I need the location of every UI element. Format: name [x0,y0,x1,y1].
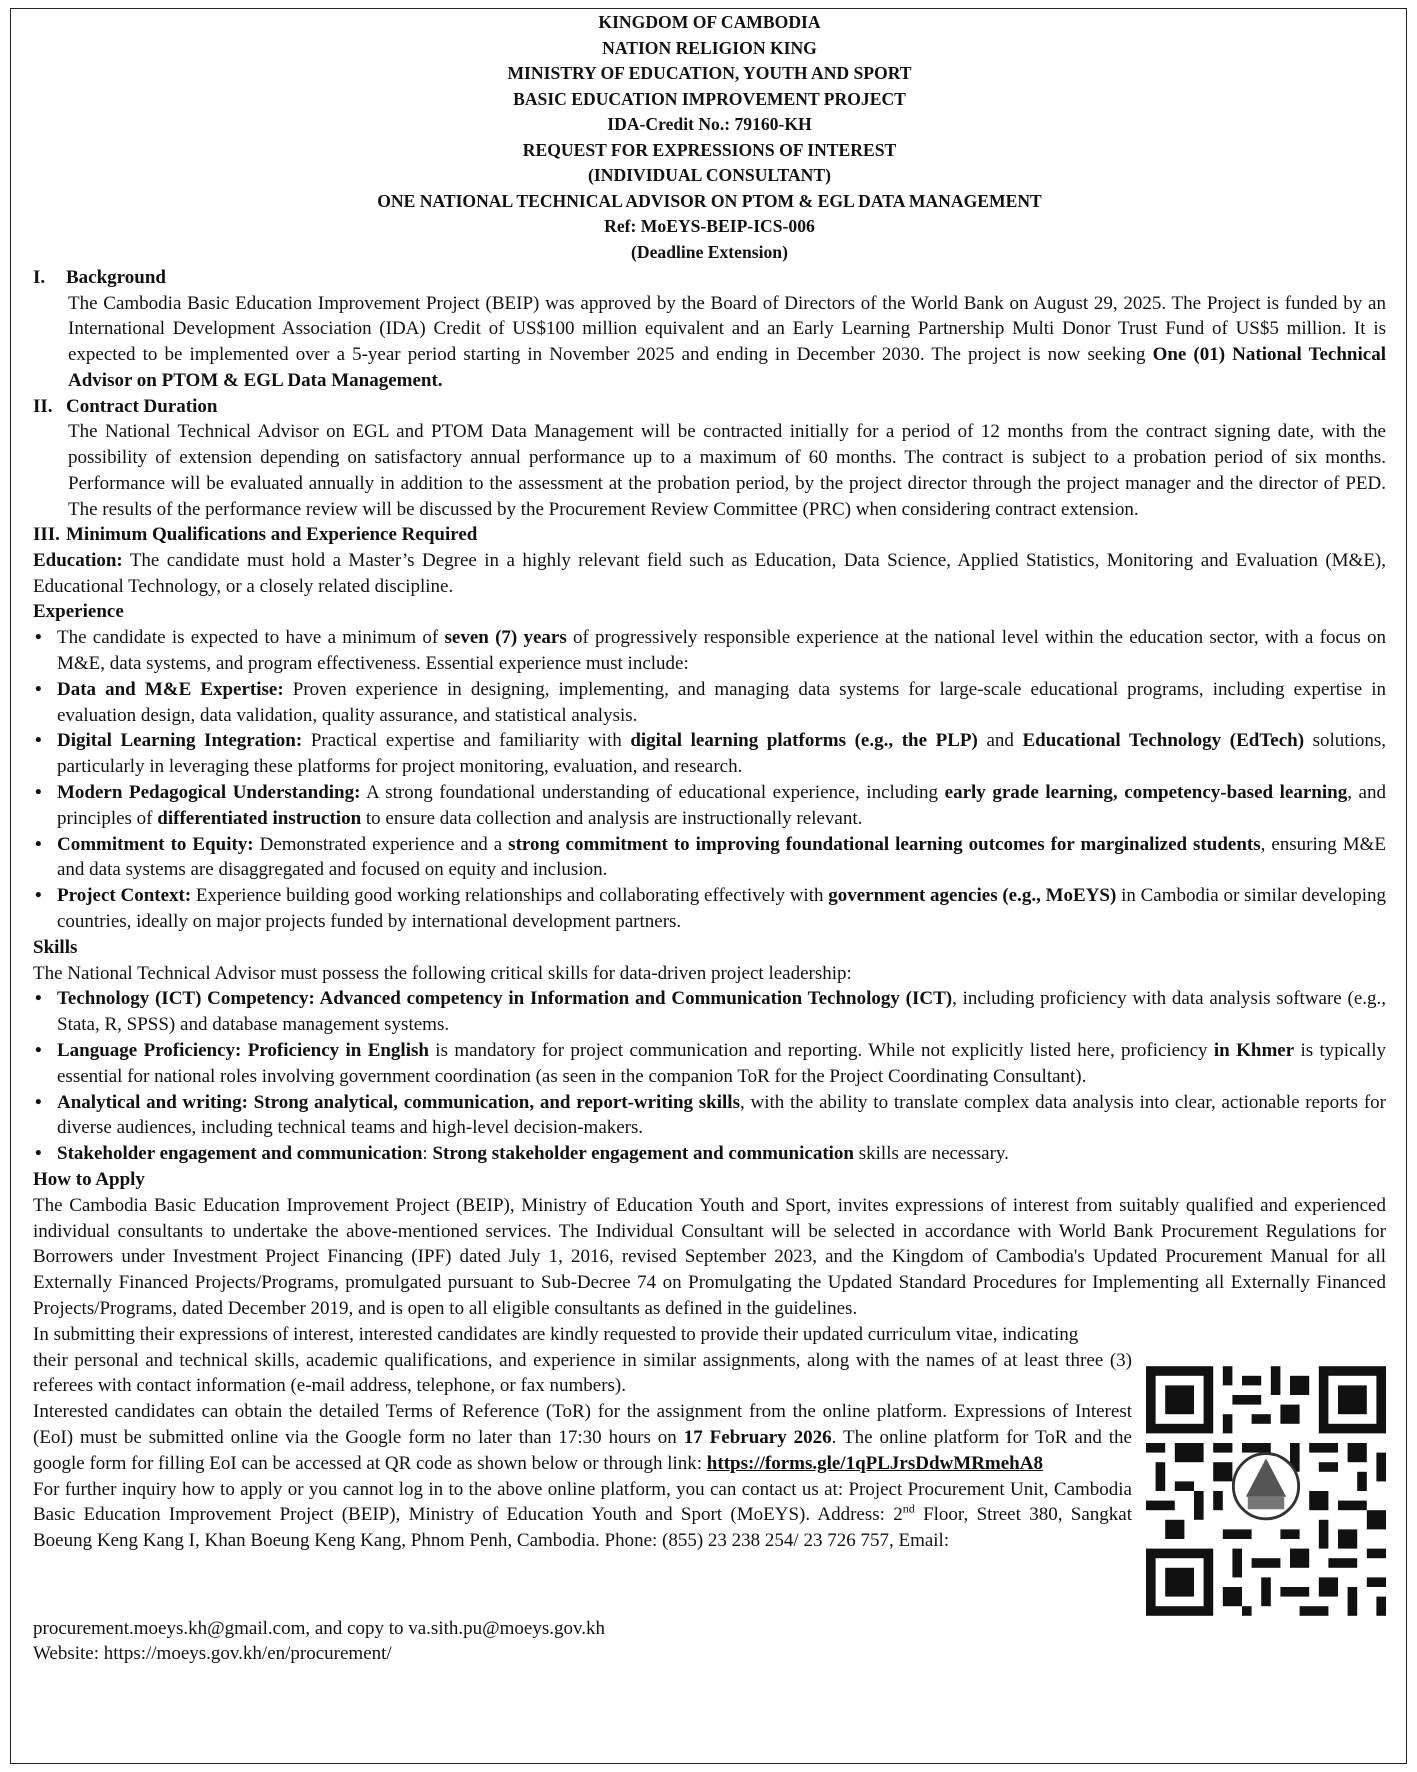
apply-paragraph-1: The Cambodia Basic Education Improvement Project (BEIP), Ministry of Education Youth and Sport, invites expressions of interest from suitably qualified and experienced individual consultants to undertake the above-mentioned services. The Individual Consultant will be selected in accordance with World Bank Procurement Regulations for Borrowers under Investment Project Financing (IPF) dated July 1, 2016, revised September 2023, and the Kingdom of Cambodia's Updated Procurement Manual for all Externally Financed Projects/Programs, promulgated pursuant to Sub-Decree 74 on Promulgating the Updated Standard Procedures for Implementing all Externally Financed Projects/Programs, dated December 2019, and is open to all eligible consultants as defined in the guidelines. [33,1194,1386,1319]
google-form-link[interactable]: https://forms.gle/1qPLJrsDdwMRmehA8 [706,1452,1043,1474]
header-note: (Deadline Extension) [631,241,788,262]
list-item: • The candidate is expected to have a minimum of seven (7) years of progressively responsible experience at the national level within the education sector, with a focus on M&E, data systems, and program effectiveness. Essential experience must include: [33,625,1386,677]
list-item: • Modern Pedagogical Understanding: A strong foundational understanding of educational experience, including early grade learning, competency-based learning, and principles of differentiated instruction to ensure data collection and analysis are instructionally relevant. [33,780,1386,832]
apply-qr-row [33,1348,1386,1616]
list-item: • Technology (ICT) Competency: Advanced competency in Information and Communication Technology (ICT), including proficiency with data analysis software (e.g., Stata, R, SPSS) and database management systems. [33,986,1386,1038]
qr-code-icon[interactable] [1146,1366,1386,1616]
contract-paragraph: The National Technical Advisor on EGL and PTOM Data Management will be contracted initially for a period of 12 months from the contract signing date, with the possibility of extension depending on satisfactory annual performance up to a maximum of 60 months. The contract is subject to a probation period of six months. Performance will be evaluated annually in addition to the assessment at the probation period, by the project director through the project manager and the director of PED. The results of the performance review will be discussed by the Procurement Review Committee (PRC) when considering contract extension. [68,421,1386,520]
header-position: ONE NATIONAL TECHNICAL ADVISOR ON PTOM & EGL DATA MANAGEMENT [377,190,1042,211]
list-item: • Language Proficiency: Proficiency in English is mandatory for project communication and reporting. While not explicitly listed here, proficiency in Khmer is typically essential for national roles involving government coordination (as seen in the companion ToR for the Project Coordinating Consultant). [33,1038,1386,1090]
how-to-apply-heading: How to Apply [33,1169,145,1190]
list-item: • Data and M&E Expertise: Proven experience in designing, implementing, and managing data systems for large-scale educational programs, including expertise in evaluation design, data validation, quality assurance, and statistical analysis. [33,677,1386,729]
header-ministry: MINISTRY OF EDUCATION, YOUTH AND SPORT [507,63,912,83]
header-kingdom: KINGDOM OF CAMBODIA [598,12,821,32]
skills-heading: Skills [33,936,78,958]
experience-heading: Experience [33,601,124,623]
section-contract-heading: II. Contract Duration [33,395,218,417]
section-qualifications-heading: III. Minimum Qualifications and Experience Required [33,524,478,546]
list-item: • Project Context: Experience building good working relationships and collaborating effectively with government agencies (e.g., MoEYS) in Cambodia or similar developing countries, ideally on major projects funded by international development partners. [33,883,1386,935]
header-credit: IDA-Credit No.: 79160-KH [607,114,812,134]
list-item: • Analytical and writing: Strong analytical, communication, and report-writing skills, with the ability to translate complex data analysis into clear, actionable reports for diverse audiences, including technical teams and high-level decision-makers. [33,1090,1386,1142]
header-project: BASIC EDUCATION IMPROVEMENT PROJECT [513,88,906,109]
list-item: • Digital Learning Integration: Practical expertise and familiarity with digital learning platforms (e.g., the PLP) and Educational Technology (EdTech) solutions, particularly in leveraging these platforms for project monitoring, evaluation, and research. [33,728,1386,780]
list-item: • Stakeholder engagement and communication: Strong stakeholder engagement and communication skills are necessary. [33,1141,1386,1167]
apply-paragraph-2: their personal and technical skills, academic qualifications, and experience in similar assignments, along with the names of at least three (3) referees with contact information (e-mail address, telephone, or fax numbers). [33,1349,1132,1397]
section-background-heading: I. Background [33,267,166,288]
list-item: • Commitment to Equity: Demonstrated experience and a strong commitment to improving foundational learning outcomes for marginalized students, ensuring M&E and data systems are disaggregated and focused on equity and inclusion. [33,832,1386,884]
apply-paragraph-4-end: procurement.moeys.kh@gmail.com, and copy to va.sith.pu@moeys.gov.kh [33,1617,605,1639]
header-request: REQUEST FOR EXPRESSIONS OF INTEREST [522,139,897,160]
header-type: (INDIVIDUAL CONSULTANT) [588,165,831,185]
announcement-page [10,8,1407,1764]
header-motto: NATION RELIGION KING [602,37,817,58]
skills-intro: The National Technical Advisor must possess the following critical skills for data-driven project leadership: [33,962,852,984]
website-line[interactable]: Website: https://moeys.gov.kh/en/procurement/ [33,1643,392,1665]
apply-paragraph-2-lead: In submitting their expressions of interest, interested candidates are kindly requested to provide their updated curriculum vitae, indicating [33,1323,1079,1345]
apply-paragraph-4-start: For further inquiry how to apply or you cannot log in to the above online platform, you can contact us at: Project Procurement Unit, Cambodia Basic Education Improvement Project (BEIP), Ministry of Education Youth and Sport (MoEYS). Address: 2nd Floor, Street 380, Sangkat Boeung Keng Kang I, Khan Boeung Keng Kang, Phnom Penh, Cambodia. Phone: (855) 23 238 254/ 23 726 757, Email: [33,1478,1132,1552]
apply-paragraph-3: Interested candidates can obtain the detailed Terms of Reference (ToR) for the assignment from the online platform. Expressions of Interest (EoI) must be submitted online via the Google form no later than 17:30 hours on 17 February 2026. The online platform for ToR and the google form for filling EoI can be accessed at QR code as shown below or through link: https://forms.gle/1qPLJrsDdwMRmehA8 [33,1401,1132,1474]
experience-list [33,625,1386,935]
header-ref: Ref: MoEYS-BEIP-ICS-006 [604,216,815,236]
education-paragraph: Education: The candidate must hold a Master’s Degree in a highly relevant field such as Education, Data Science, Applied Statistics, Monitoring and Evaluation (M&E), Educational Technology, or a closely related discipline. [33,549,1386,597]
background-paragraph: The Cambodia Basic Education Improvement Project (BEIP) was approved by the Board of Directors of the World Bank on August 29, 2025. The Project is funded by an International Development Association (IDA) Credit of US$100 million equivalent and an Early Learning Partnership Multi Donor Trust Fund of US$5 million. It is expected to be implemented over a 5-year period starting in November 2025 and ending in December 2030. The project is now seeking One (01) National Technical Advisor on PTOM & EGL Data Management. [68,292,1386,391]
skills-list [33,986,1386,1167]
